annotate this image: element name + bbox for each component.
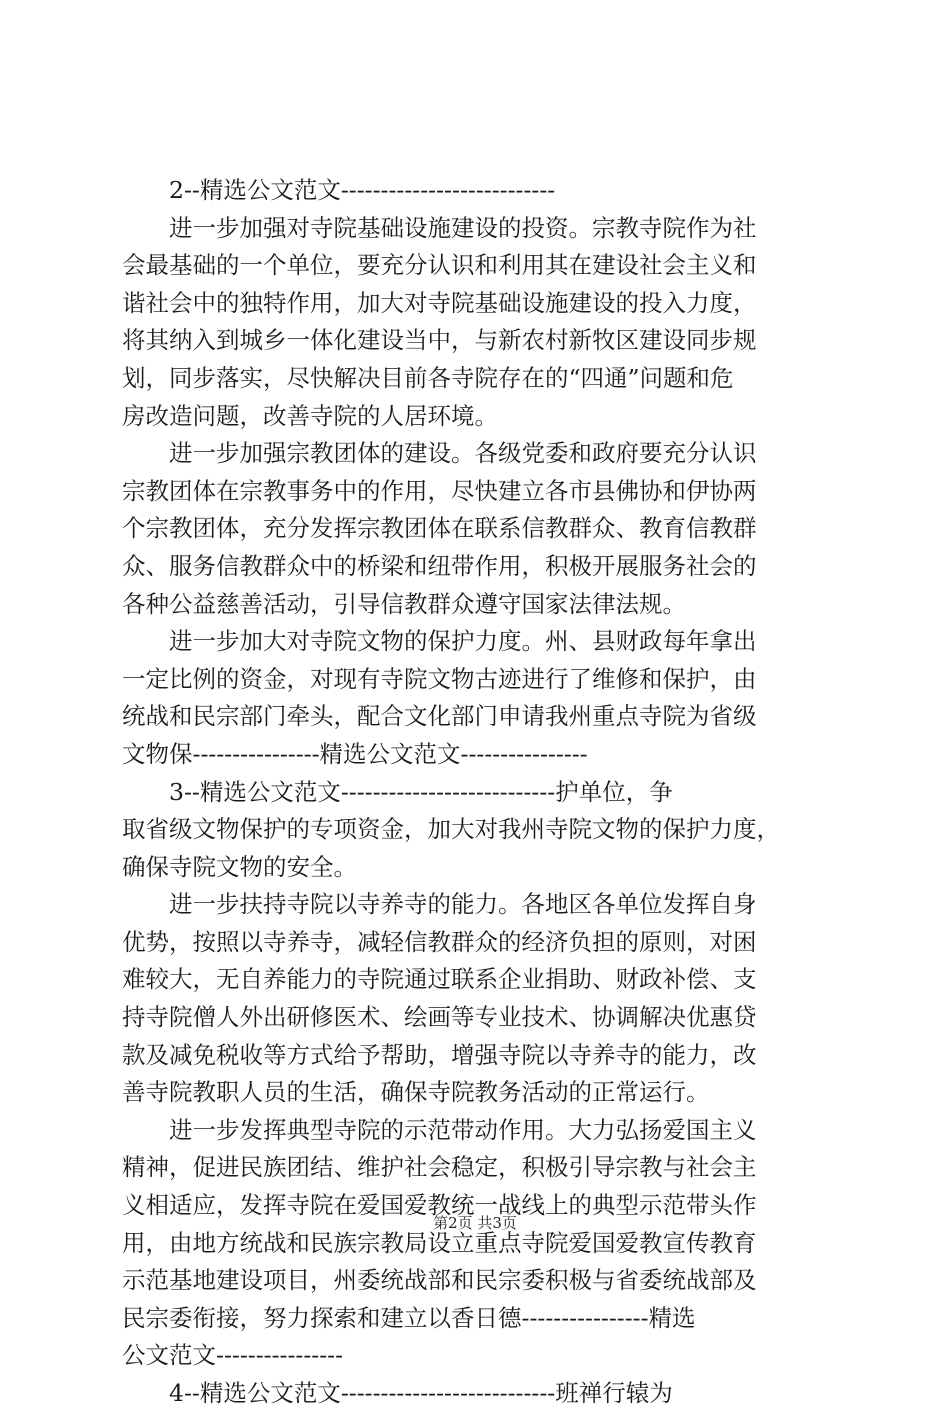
text-line: 2--精选公文范文--------------------------- xyxy=(122,176,556,204)
text-line: 进一步加大对寺院文物的保护力度。州、县财政每年拿出 xyxy=(122,627,757,656)
text-line: 公文范文---------------- xyxy=(122,1341,344,1370)
text-line: 将其纳入到城乡一体化建设当中，与新农村新牧区建设同步规 xyxy=(122,326,757,355)
text-line: 统战和民宗部门牵头，配合文化部门申请我州重点寺院为省级 xyxy=(122,702,757,731)
text-line: 进一步加强宗教团体的建设。各级党委和政府要充分认识 xyxy=(122,439,757,468)
page-number-footer: 第2页 共3页 xyxy=(433,1214,517,1232)
text-line: 民宗委衔接，努力探索和建立以香日德----------------精选 xyxy=(122,1303,696,1332)
text-line: 个宗教团体，充分发挥宗教团体在联系信教群众、教育信教群 xyxy=(122,514,757,543)
text-line: 取省级文物保护的专项资金，加大对我州寺院文物的保护力度， xyxy=(122,815,780,844)
text-line: 房改造问题，改善寺院的人居环境。 xyxy=(122,401,498,430)
text-line: 4--精选公文范文---------------------------班禅行辕为 xyxy=(122,1379,673,1407)
text-line: 众、服务信教群众中的桥梁和纽带作用，积极开展服务社会的 xyxy=(122,551,757,580)
text-line: 文物保----------------精选公文范文---------------- xyxy=(122,739,588,768)
text-line: 义相适应，发挥寺院在爱国爱教统一战线上的典型示范带头作 xyxy=(122,1191,757,1220)
text-line: 持寺院僧人外出研修医术、绘画等专业技术、协调解决优惠贷 xyxy=(122,1003,757,1032)
text-line: 一定比例的资金，对现有寺院文物古迹进行了维修和保护，由 xyxy=(122,664,757,693)
text-line: 示范基地建设项目，州委统战部和民宗委积极与省委统战部及 xyxy=(122,1266,757,1295)
text-line: 难较大，无自养能力的寺院通过联系企业捐助、财政补偿、支 xyxy=(122,965,757,994)
text-line: 进一步发挥典型寺院的示范带动作用。大力弘扬爱国主义 xyxy=(122,1115,757,1144)
text-line: 宗教团体在宗教事务中的作用，尽快建立各市县佛协和伊协两 xyxy=(122,476,757,505)
text-line: 划，同步落实，尽快解决目前各寺院存在的“四通”问题和危 xyxy=(122,363,734,392)
text-line: 各种公益慈善活动，引导信教群众遵守国家法律法规。 xyxy=(122,589,686,618)
text-line: 用，由地方统战和民族宗教局设立重点寺院爱国爱教宣传教育 xyxy=(122,1228,757,1257)
text-line: 善寺院教职人员的生活，确保寺院教务活动的正常运行。 xyxy=(122,1078,710,1107)
text-line: 进一步加强对寺院基础设施建设的投资。宗教寺院作为社 xyxy=(122,213,757,242)
text-line: 谐社会中的独特作用，加大对寺院基础设施建设的投入力度， xyxy=(122,288,757,317)
text-line: 确保寺院文物的安全。 xyxy=(122,852,357,881)
text-line: 款及减免税收等方式给予帮助，增强寺院以寺养寺的能力，改 xyxy=(122,1040,757,1069)
text-line: 精神，促进民族团结、维护社会稳定，积极引导宗教与社会主 xyxy=(122,1153,757,1182)
text-line: 3--精选公文范文---------------------------护单位，争 xyxy=(122,777,673,806)
text-line: 会最基础的一个单位，要充分认识和利用其在建设社会主义和 xyxy=(122,251,757,280)
text-line: 进一步扶持寺院以寺养寺的能力。各地区各单位发挥自身 xyxy=(122,890,757,919)
text-line: 优势，按照以寺养寺，减轻信教群众的经济负担的原则，对困 xyxy=(122,927,757,956)
